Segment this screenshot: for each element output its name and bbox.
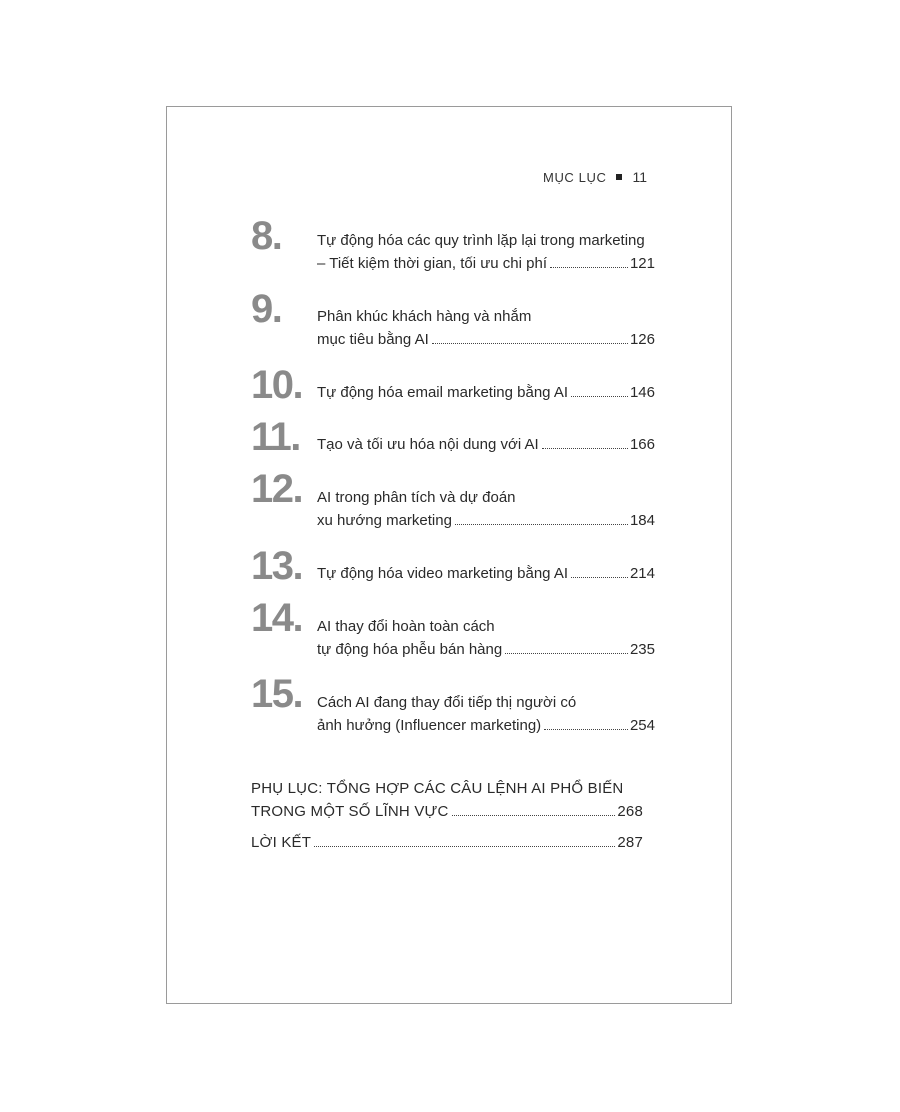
page-number: 11: [632, 169, 647, 185]
entry-title-line: – Tiết kiệm thời gian, tối ưu chi phí: [317, 255, 547, 272]
entry-title-line: Phân khúc khách hàng và nhắm: [317, 308, 532, 325]
dot-leader: [571, 396, 628, 397]
chapter-number: 15.: [251, 672, 303, 716]
toc-entry-appendix[interactable]: [251, 777, 643, 823]
entry-page-number: 126: [629, 331, 655, 348]
entry-title-line: Tự động hóa email marketing bằng AI: [317, 384, 569, 401]
entry-title-line: Cách AI đang thay đổi tiếp thị người có: [317, 694, 577, 711]
section-title: MỤC LỤC: [543, 169, 607, 185]
entry-page-number: 287: [617, 834, 643, 851]
chapter-number: 12.: [251, 467, 303, 511]
dot-leader: [505, 653, 628, 654]
dot-leader: [542, 448, 628, 449]
entry-title-line: mục tiêu bằng AI: [317, 331, 429, 348]
dot-leader: [455, 524, 628, 525]
chapter-number: 8.: [251, 214, 282, 258]
dot-leader: [544, 729, 628, 730]
entry-title-line: xu hướng marketing: [317, 512, 452, 529]
chapter-number: 14.: [251, 596, 303, 640]
dot-leader: [452, 815, 616, 816]
entry-page-number: 214: [629, 565, 655, 582]
entry-page-number: 254: [629, 717, 655, 734]
chapter-number: 11.: [251, 415, 300, 459]
dot-leader: [314, 846, 615, 847]
entry-page-number: 268: [617, 803, 643, 820]
entry-title-line: LỜI KẾT: [251, 834, 312, 851]
book-page: [166, 106, 732, 1004]
chapter-number: 10.: [251, 363, 303, 407]
entry-title-line: AI trong phân tích và dự đoán: [317, 489, 516, 506]
chapter-number: 13.: [251, 544, 303, 588]
entry-title-line: ảnh hưởng (Influencer marketing): [317, 717, 542, 734]
entry-title-line: Tạo và tối ưu hóa nội dung với AI: [317, 436, 539, 453]
entry-page-number: 166: [629, 436, 655, 453]
entry-title-line: TRONG MỘT SỐ LĨNH VỰC: [251, 803, 449, 820]
dot-leader: [550, 267, 628, 268]
dot-leader: [432, 343, 628, 344]
entry-title-line: PHỤ LỤC: TỔNG HỢP CÁC CÂU LỆNH AI PHỔ BIẾN: [251, 780, 624, 797]
entry-title-line: Tự động hóa các quy trình lặp lại trong marketing: [317, 232, 645, 249]
entry-page-number: 235: [629, 641, 655, 658]
chapter-number: 9.: [251, 287, 282, 331]
entry-page-number: 146: [629, 384, 655, 401]
toc-entry-epilogue[interactable]: [251, 831, 643, 854]
entry-title-line: AI thay đổi hoàn toàn cách: [317, 618, 495, 635]
dot-leader: [571, 577, 628, 578]
entry-page-number: 121: [629, 255, 655, 272]
running-header: [543, 169, 647, 185]
square-bullet-icon: [616, 174, 622, 180]
entry-title-line: tự động hóa phễu bán hàng: [317, 641, 503, 658]
entry-title-line: Tự động hóa video marketing bằng AI: [317, 565, 569, 582]
entry-page-number: 184: [629, 512, 655, 529]
